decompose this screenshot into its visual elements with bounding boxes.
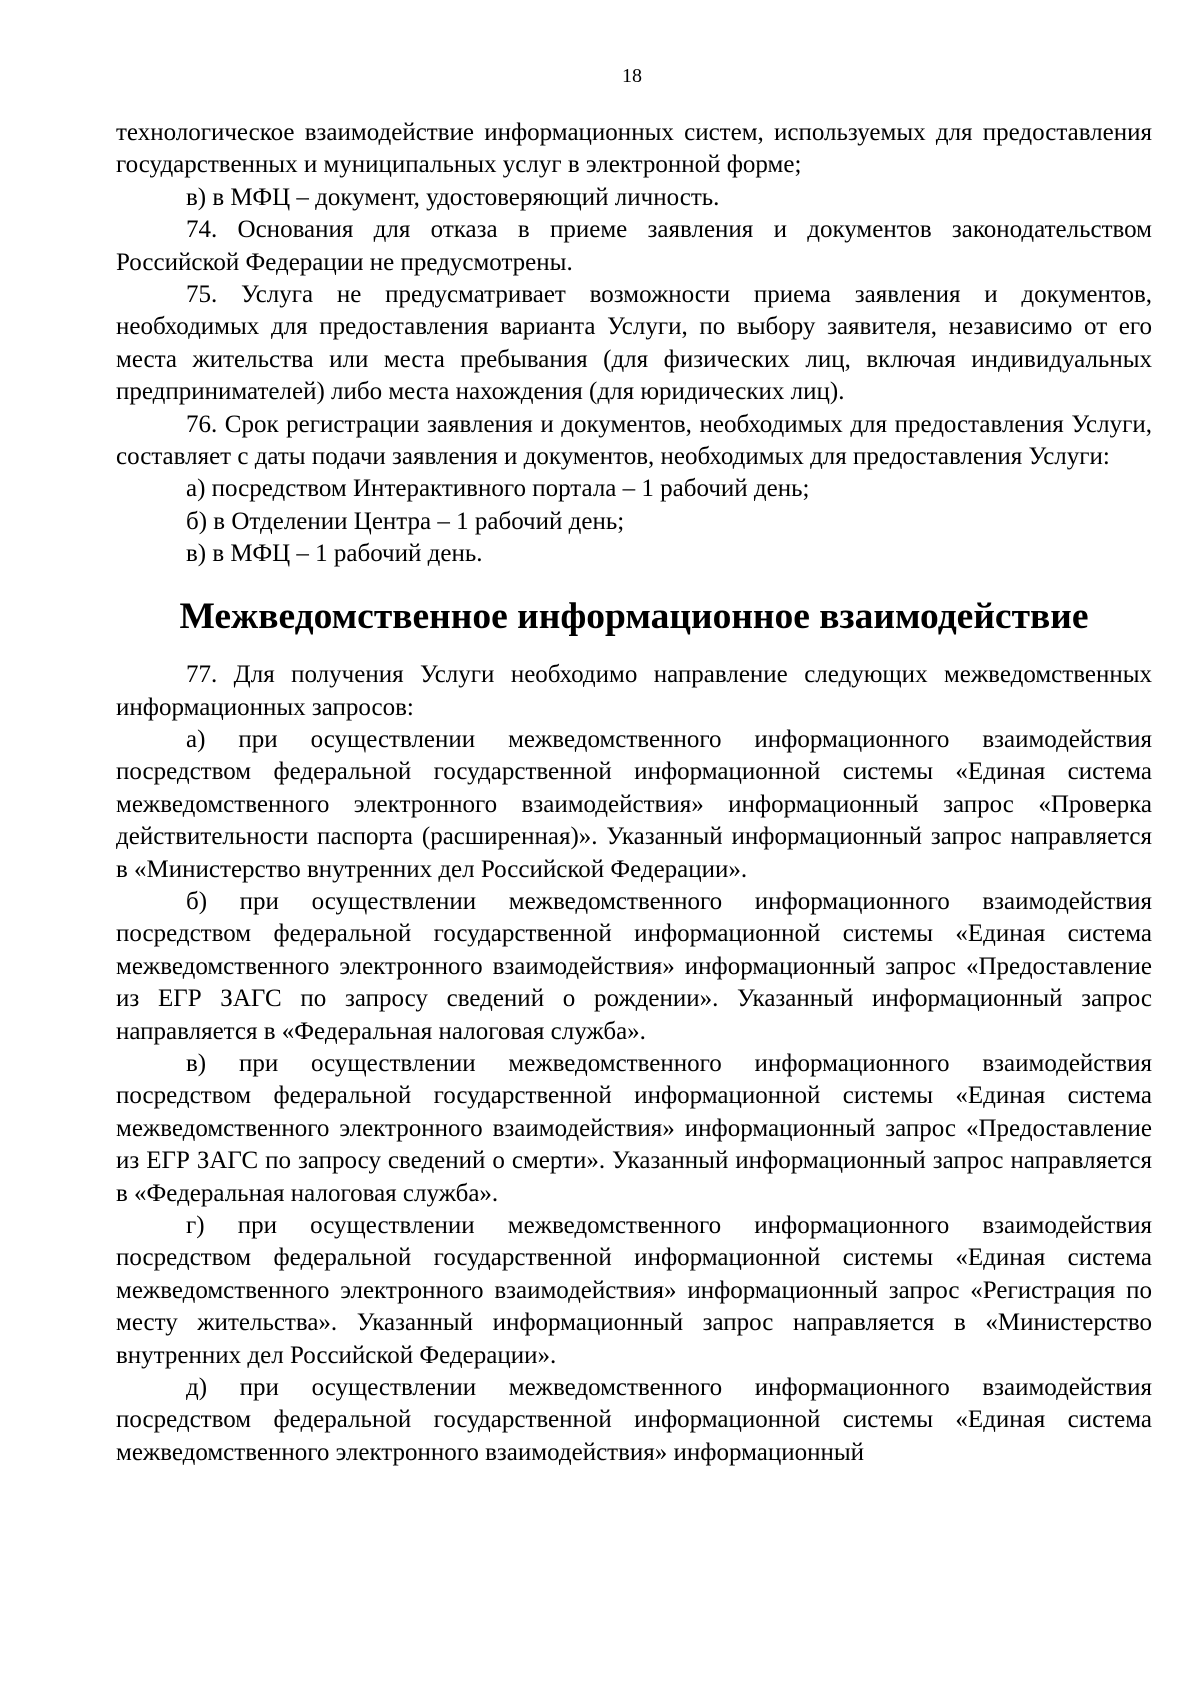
- paragraph-75: 75. Услуга не предусматривает возможности приема заявления и документов, необходимых для предоставления варианта Услуги, по выбору заявителя, независимо от его места жительства или места пребывания (для физических лиц, включая индивидуальных предпринимателей) либо места нахождения (для юридических лиц).: [116, 281, 1152, 406]
- page-number: 18: [622, 65, 642, 87]
- paragraph-77-item-g: г) при осуществлении межведомственного информационного взаимодействия посредством федеральной государственной информационной системы «Единая система межведомственного электронного взаимодействия» информационный запрос «Регистрация по месту жительства». Указанный информационный запрос направляется в «Министерство внутренних дел Российской Федерации».: [116, 1212, 1152, 1369]
- paragraph-77-item-b: б) при осуществлении межведомственного информационного взаимодействия посредством федеральной государственной информационной системы «Единая система межведомственного электронного взаимодействия» информационный запрос «Предоставление из ЕГР ЗАГС по запросу сведений о рождении». Указанный информационный запрос направляется в «Федеральная налоговая служба».: [116, 887, 1152, 1045]
- section-heading: Межведомственное информационное взаимодействие: [179, 595, 1089, 637]
- paragraph-77-item-a: а) при осуществлении межведомственного информационного взаимодействия посредством федеральной государственной информационной системы «Единая система межведомственного электронного взаимодействия» информационный запрос «Проверка действительности паспорта (расширенная)». Указанный информационный запрос направляется в «Министерство внутренних дел Российской Федерации».: [116, 725, 1152, 883]
- paragraph-76: 76. Срок регистрации заявления и документов, необходимых для предоставления Услуги, составляет с даты подачи заявления и документов, необходимых для предоставления Услуги:: [116, 410, 1152, 471]
- paragraph-74: 74. Основания для отказа в приеме заявления и документов законодательством Российской Федерации не предусмотрены.: [116, 216, 1152, 276]
- document-body: [116, 117, 1152, 1469]
- paragraph-77-item-v: в) при осуществлении межведомственного информационного взаимодействия посредством федеральной государственной информационной системы «Единая система межведомственного электронного взаимодействия» информационный запрос «Предоставление из ЕГР ЗАГС по запросу сведений о смерти». Указанный информационный запрос направляется в «Федеральная налоговая служба».: [116, 1049, 1152, 1207]
- paragraph-76-item-b: б) в Отделении Центра – 1 рабочий день;: [186, 507, 625, 535]
- paragraph-77: 77. Для получения Услуги необходимо направление следующих межведомственных информационных запросов:: [116, 661, 1152, 721]
- paragraph-76-item-v: в) в МФЦ – 1 рабочий день.: [186, 540, 483, 568]
- paragraph-76-item-a: а) посредством Интерактивного портала – 1 рабочий день;: [186, 475, 810, 503]
- paragraph-item-v-mfc-document: в) в МФЦ – документ, удостоверяющий личность.: [186, 183, 720, 211]
- paragraph-77-item-d: д) при осуществлении межведомственного информационного взаимодействия посредством федеральной государственной информационной системы «Единая система межведомственного электронного взаимодействия» информационный: [116, 1374, 1152, 1466]
- paragraph-continuation: технологическое взаимодействие информационных систем, используемых для предоставления государственных и муниципальных услуг в электронной форме;: [116, 119, 1152, 179]
